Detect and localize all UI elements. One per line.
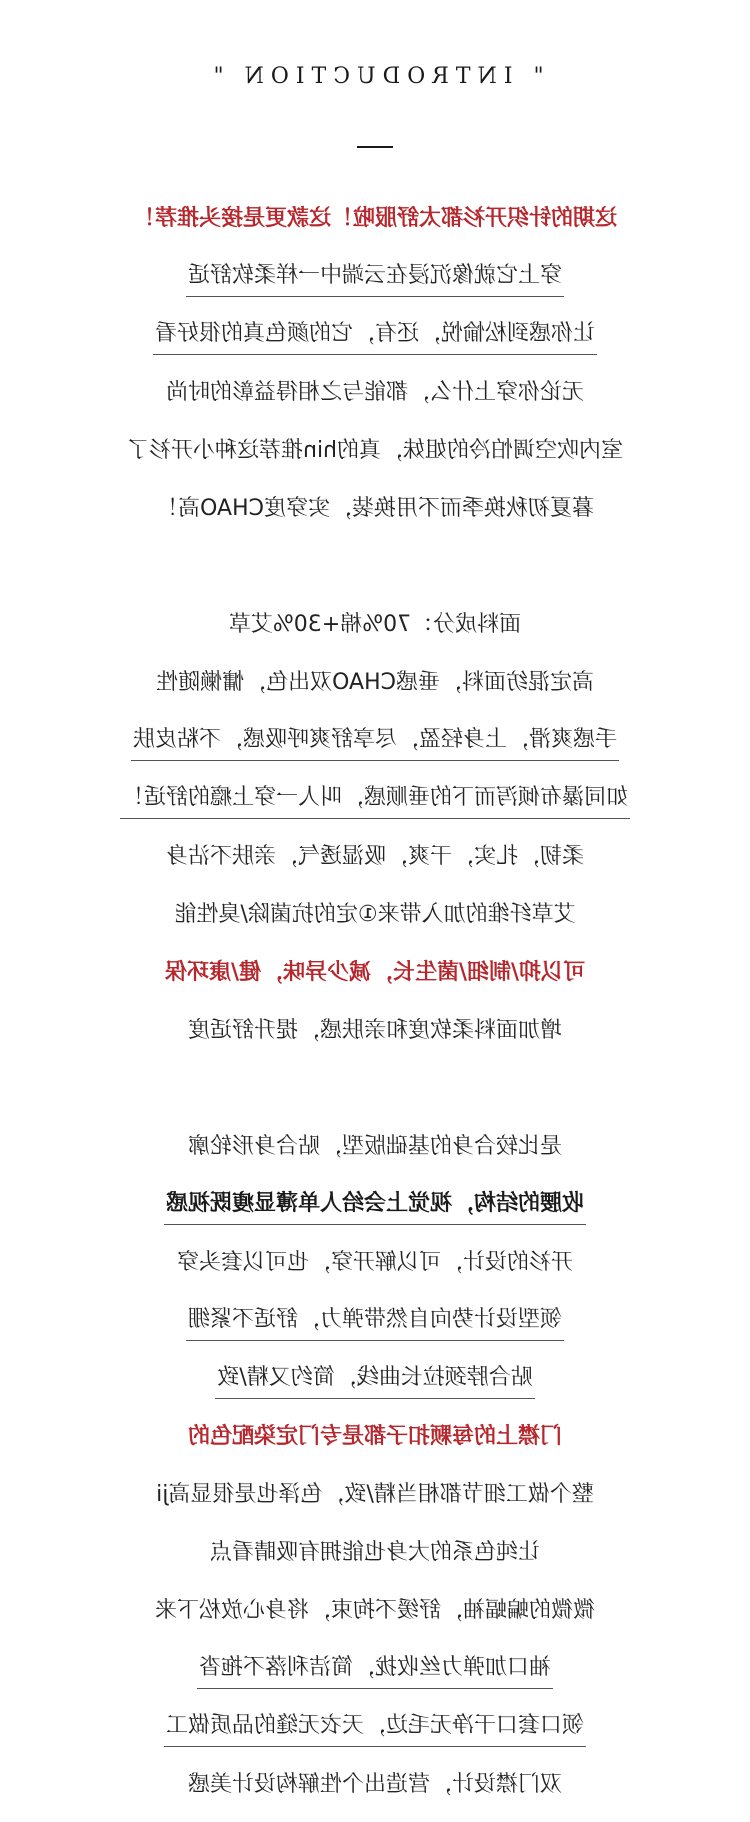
text-line-content: 是比较合身的基础版型，贴合身形轮廓	[188, 1133, 563, 1159]
text-line	[0, 1700, 750, 1758]
text-line-content: 柔韧，扎实，干爽，吸湿透气，亲肤不沾身	[166, 843, 585, 869]
text-line	[0, 482, 750, 540]
text-line	[0, 1758, 750, 1816]
text-line	[0, 1584, 750, 1642]
text-line-content: 领口套口干净无毛边，天衣无缝的品质做工	[164, 1711, 586, 1747]
text-line-content: 面料成分：70%棉+30%艾草	[228, 611, 522, 637]
text-line	[0, 1526, 750, 1584]
text-line	[0, 1120, 750, 1178]
text-line	[0, 1294, 750, 1352]
text-line-content: 贴合脖颈拉长曲线，简约又精/致	[215, 1363, 534, 1399]
text-line	[0, 366, 750, 424]
text-line	[0, 772, 750, 830]
text-line-content: 双门襟设计，营造出个性解构设计美感	[188, 1771, 563, 1797]
text-line	[0, 888, 750, 946]
text-line-content: 让你感到松愉悦，还有，它的颜色真的很好看	[153, 319, 597, 355]
text-line-content: 如同瀑布倾泻而下的垂顺感，叫人一穿上瘾的舒适！	[120, 783, 630, 819]
text-line-content: 微微的蝙蝠袖，舒缓不拘束，将身心放松下来	[155, 1597, 596, 1623]
text-line	[0, 1004, 750, 1062]
text-line-content: 暮夏初秋换季而不用换装，实穿度CHAO高！	[156, 495, 594, 521]
text-line-content: 这期的针织开衫都太舒服啦！这款更是接头推荐！	[133, 205, 618, 231]
text-line	[0, 1352, 750, 1410]
text-line	[0, 1468, 750, 1526]
text-line-content: 开衫的设计，可以解开穿，也可以套头穿	[177, 1249, 574, 1275]
text-line-content: 室内吹空调怕冷的姐妹，真的hin推荐这种小开衫了	[127, 437, 624, 463]
text-line-content: 高定混纺面料，垂感CHAO双出色，慵懒随性	[156, 669, 594, 695]
text-line-content: 艾草纤维的加入带来①定的抗菌除/臭性能	[174, 901, 576, 927]
text-line-content: 门襟上的每颗扣子都是专门定染配色的	[188, 1423, 563, 1449]
text-line	[0, 598, 750, 656]
intro-paragraph	[0, 192, 750, 540]
text-line-content: 让纯色系的大身也能拥有吸睛看点	[210, 1539, 541, 1565]
text-line-content: 袖口加弹力丝收拢，简洁利落不拖沓	[197, 1653, 553, 1689]
text-line	[0, 1410, 750, 1468]
text-line	[0, 250, 750, 308]
text-line-content: 增加面料柔软度和亲肤感，提升舒适度	[188, 1017, 563, 1043]
text-line	[0, 1178, 750, 1236]
fabric-paragraph	[0, 598, 750, 1062]
text-line	[0, 192, 750, 250]
text-line	[0, 656, 750, 714]
text-line	[0, 714, 750, 772]
text-line-content: 领型设计势向自然带弹力，舒适不紧绷	[186, 1305, 564, 1341]
text-line-content: 可以抑/制细/菌生长，减少异味，健/康环保	[164, 959, 586, 985]
text-line	[0, 1642, 750, 1700]
design-paragraph	[0, 1120, 750, 1816]
text-line-content: 穿上它就像沉浸在云端中一样柔软舒适	[186, 261, 564, 297]
text-line-content: 收腰的结构，视觉上会给人单薄显瘦既视感	[164, 1189, 586, 1225]
text-line-content: 手感爽滑，上身轻盈，尽享舒爽呼吸感，不粘皮肤	[131, 725, 619, 761]
text-line	[0, 424, 750, 482]
text-line-content: 无论你穿上什么，都能与之相得益彰的时尚	[166, 379, 585, 405]
text-line	[0, 946, 750, 1004]
text-line-content: 整个做工细节都相当精/致，色泽也是很显高ji	[156, 1481, 594, 1507]
text-line	[0, 308, 750, 366]
text-line	[0, 1236, 750, 1294]
section-heading: " INTRODUCTION "	[206, 64, 544, 89]
text-line	[0, 830, 750, 888]
heading-divider	[357, 146, 393, 148]
